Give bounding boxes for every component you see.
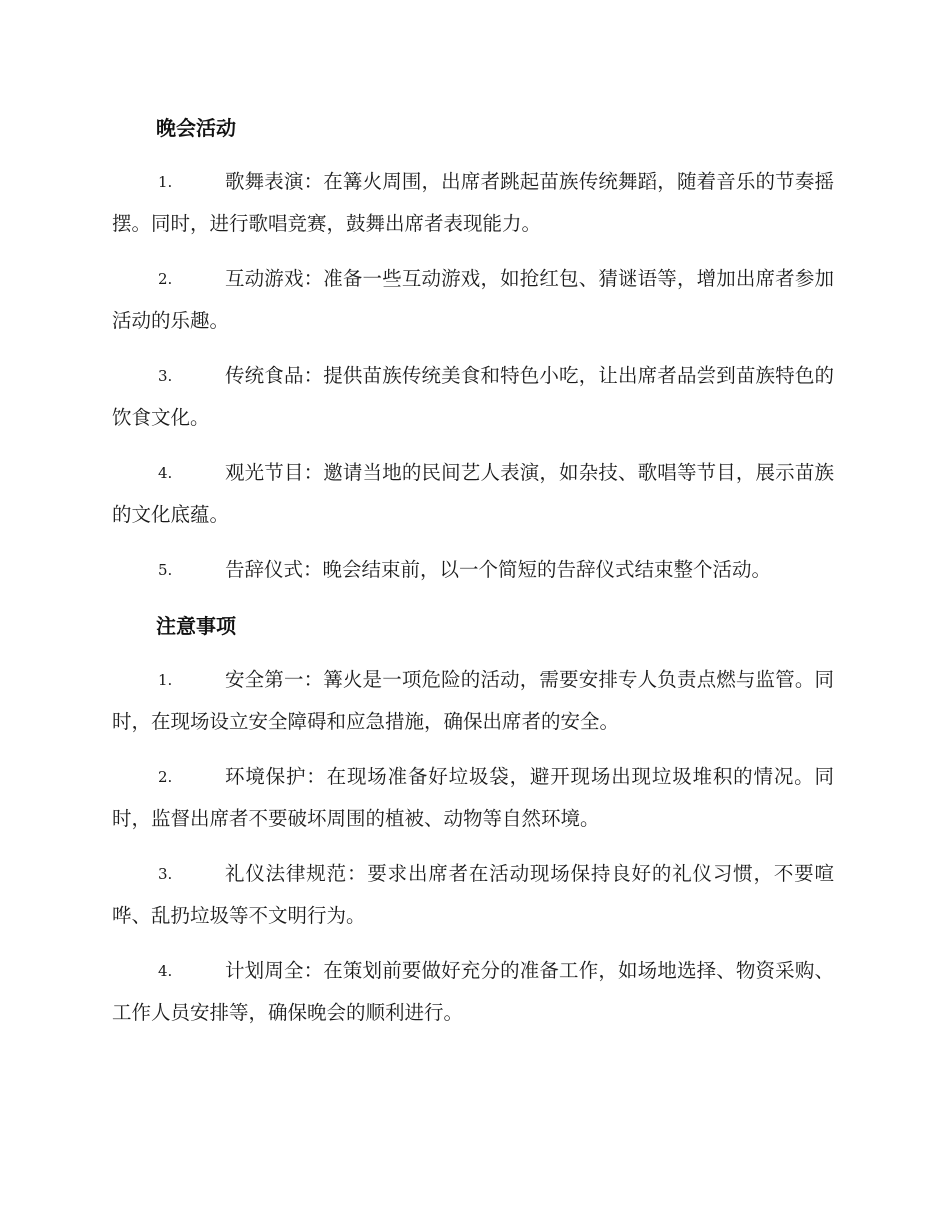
list-item-text: 礼仪法律规范：要求出席者在活动现场保持良好的礼仪习惯，不要喧哗、乱扔垃圾等不文明行为。 <box>112 862 834 927</box>
list-item <box>112 659 834 743</box>
list-item-number: 4. <box>158 962 173 980</box>
list-item-number: 2. <box>158 768 173 786</box>
list-item <box>112 950 834 1034</box>
list-item-number: 3. <box>158 865 173 883</box>
list-item <box>112 355 834 439</box>
list-item-text: 观光节目：邀请当地的民间艺人表演，如杂技、歌唱等节目，展示苗族的文化底蕴。 <box>112 461 834 526</box>
list-item <box>112 756 834 840</box>
list-item-text: 告辞仪式：晚会结束前，以一个简短的告辞仪式结束整个活动。 <box>225 558 772 581</box>
list-item-number: 2. <box>158 270 173 288</box>
list-item-number: 1. <box>158 671 173 689</box>
list-item-text: 计划周全：在策划前要做好充分的准备工作，如场地选择、物资采购、工作人员安排等，确保晚会的顺利进行。 <box>112 959 834 1024</box>
list-item <box>112 161 834 245</box>
section-heading-precautions: 注意事项 <box>156 614 236 638</box>
list-item <box>112 452 834 536</box>
list-item-text: 环境保护：在现场准备好垃圾袋，避开现场出现垃圾堆积的情况。同时，监督出席者不要破坏周围的植被、动物等自然环境。 <box>112 765 834 830</box>
list-item <box>112 258 834 342</box>
section-heading-evening-activities: 晚会活动 <box>156 116 236 140</box>
list-item-number: 5. <box>158 561 173 579</box>
list-item-number: 4. <box>158 464 173 482</box>
list-item-number: 1. <box>158 173 173 191</box>
list-item <box>112 549 834 591</box>
list-item <box>112 853 834 937</box>
list-item-text: 歌舞表演：在篝火周围，出席者跳起苗族传统舞蹈，随着音乐的节奏摇摆。同时，进行歌唱竞赛，鼓舞出席者表现能力。 <box>112 170 834 235</box>
list-item-text: 互动游戏：准备一些互动游戏，如抢红包、猜谜语等，增加出席者参加活动的乐趣。 <box>112 267 834 332</box>
list-item-number: 3. <box>158 367 173 385</box>
list-item-text: 安全第一：篝火是一项危险的活动，需要安排专人负责点燃与监管。同时，在现场设立安全障碍和应急措施，确保出席者的安全。 <box>112 668 834 733</box>
list-item-text: 传统食品：提供苗族传统美食和特色小吃，让出席者品尝到苗族特色的饮食文化。 <box>112 364 834 429</box>
